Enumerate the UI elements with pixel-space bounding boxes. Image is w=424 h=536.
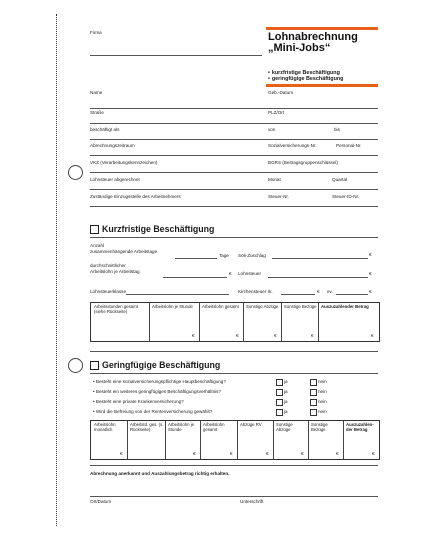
ort-datum-label: Ort/Datum (90, 499, 112, 504)
personal-nr-label: Personal-Nr. (336, 143, 362, 148)
section-geringfuegige-title: Geringfügige Beschäftigung (102, 360, 221, 370)
table-header-cell: Arbeitslohn gesamt (202, 304, 239, 309)
geb-datum-label: Geb.-Datum (268, 90, 294, 95)
table-divider (281, 303, 282, 341)
euro-symbol: € (336, 451, 339, 456)
title-line-2: „Mini-Jobs“ (268, 42, 331, 54)
euro-symbol: € (369, 271, 372, 276)
question-item: • Wird die Befreiung von der Rentenversicherung gewählt? (93, 409, 213, 414)
form-type-list (268, 70, 343, 82)
unterschrift-label: Unterschrift (240, 499, 264, 504)
question-4-ja-checkbox[interactable] (276, 409, 283, 416)
table-header-cell: Sonstige Bezüge (284, 304, 317, 309)
table-divider (199, 303, 200, 341)
vkz-line[interactable] (90, 172, 378, 173)
steuer-id-label: Steuer-ID-Nr. (332, 194, 360, 199)
section-kurzfristige-title: Kurzfristige Beschäftigung (102, 224, 215, 234)
firma-line[interactable] (90, 55, 262, 56)
euro-symbol: € (369, 289, 372, 294)
name-line[interactable] (90, 108, 378, 109)
section-divider (90, 351, 378, 352)
abrechnungszeitraum-line[interactable] (90, 155, 378, 156)
einzugsstelle-line[interactable] (90, 206, 378, 207)
euro-symbol: € (236, 333, 239, 338)
bgrs-label: BGRS (Beitragsgruppenschlüssel) (268, 160, 338, 165)
tage-label: Tage (219, 253, 229, 258)
table-divider (127, 421, 128, 459)
monat-label: Monat (268, 177, 281, 182)
question-text: Besteht eine private Krankenversicherung? (95, 399, 184, 404)
table-header-cell: Sonstige Abzüge (246, 304, 279, 309)
perforation-line (56, 14, 57, 526)
soli-label: Soli-Zuschlag (238, 253, 266, 258)
punch-hole (68, 165, 83, 180)
euro-symbol: € (120, 451, 123, 456)
euro-symbol: € (266, 451, 269, 456)
table-divider (149, 303, 150, 341)
vkz-label: VKZ (Verarbeitungskennzeichen) (90, 160, 158, 165)
question-1-nein-checkbox[interactable] (310, 379, 317, 386)
kirchensteuer-rk-line[interactable] (281, 294, 315, 295)
question-1-ja-checkbox[interactable] (276, 379, 283, 386)
form-title (268, 32, 358, 54)
euro-symbol: € (369, 252, 372, 257)
einzugsstelle-label: Zuständige Einzugsstelle des Arbeitnehmers (90, 194, 181, 199)
section-divider (90, 465, 378, 466)
lohnsteuer-label: Lohnsteuer (238, 271, 261, 276)
table-header-cell: Auszuzahlen-der Betrag (346, 422, 374, 432)
signature-line[interactable] (90, 496, 378, 497)
table-divider (200, 421, 201, 459)
nein-label: nein (318, 379, 327, 384)
lohnsteuer-abgerechnet-line[interactable] (90, 189, 378, 190)
question-4-nein-checkbox[interactable] (310, 409, 317, 416)
question-text: Besteht eine sozialversicherungspflichtige Hauptbeschäftigung? (95, 379, 226, 384)
anzahl-label-2: zusammenhängende Arbeitstage (90, 249, 158, 254)
name-label: Name (90, 90, 103, 95)
lohn-input-line[interactable] (163, 277, 227, 278)
accent-bar-bottom (266, 84, 378, 87)
question-2-ja-checkbox[interactable] (276, 389, 283, 396)
ja-label: ja (284, 399, 288, 404)
lohnsteuer-abgerechnet-label: Lohnsteuer abgerechnet (90, 177, 140, 182)
ja-label: ja (284, 389, 288, 394)
kirchensteuer-ev-line[interactable] (336, 294, 368, 295)
question-item: • Besteht ein weiteres geringfügiges Beschäftigungsverhältnis? (93, 389, 222, 394)
table-header-cell: Arbeitslohn gesamt (203, 422, 225, 432)
ev-label: ev. (327, 289, 333, 294)
lohnsteuer-input-line[interactable] (268, 277, 368, 278)
question-3-nein-checkbox[interactable] (310, 399, 317, 406)
firma-label: Firma (90, 30, 102, 35)
euro-symbol: € (274, 333, 277, 338)
euro-symbol: € (229, 271, 232, 276)
anzahl-label-1: Anzahl (90, 243, 105, 248)
nein-label: nein (318, 399, 327, 404)
question-text: Besteht ein weiteres geringfügiges Beschäftigungsverhältnis? (95, 389, 222, 394)
table-header-cell: Arbeitslohn je Stunde (152, 304, 193, 309)
table-header-cell: Arbeitslohn monatlich (94, 422, 116, 432)
plz-ort-label: PLZ/Ort (268, 110, 285, 115)
ja-label: ja (284, 379, 288, 384)
question-item: • Besteht eine sozialversicherungspflichtige Hauptbeschäftigung? (93, 379, 226, 384)
table-divider (243, 303, 244, 341)
kurzfristige-table (90, 302, 380, 342)
nein-label: nein (318, 409, 327, 414)
nein-label: nein (318, 389, 327, 394)
euro-symbol: € (317, 289, 320, 294)
beschaeftigt-line[interactable] (90, 139, 378, 140)
question-text: Wird die Befreiung von der Rentenversicherung gewählt? (95, 409, 213, 414)
geringfuegige-table (90, 420, 380, 460)
euro-symbol: € (371, 333, 374, 338)
table-header-cell: Arbeitstd. ges. (s. Rückseite) (130, 422, 164, 432)
table-divider (308, 421, 309, 459)
table-header-cell: Abzüge RV (240, 422, 262, 427)
table-divider (273, 421, 274, 459)
geringfuegige-checkbox[interactable] (90, 361, 99, 370)
title-line-1: Lohnabrechnung (268, 31, 358, 43)
punch-hole (68, 358, 83, 373)
abrechnungszeitraum-label: Abrechnungszeitraum (90, 143, 135, 148)
euro-symbol: € (372, 451, 375, 456)
bis-label: bis (334, 127, 340, 132)
tage-input-line[interactable] (175, 258, 217, 259)
soli-input-line[interactable] (272, 258, 368, 259)
euro-symbol: € (301, 451, 304, 456)
steuer-nr-label: Steuer-Nr. (268, 194, 289, 199)
euro-symbol: € (311, 333, 314, 338)
table-divider (165, 421, 166, 459)
strasse-label: Straße (90, 110, 104, 115)
lohn-label-1: durchschnittlicher (90, 263, 126, 268)
beschaeftigt-label: beschäftigt als (90, 127, 120, 132)
question-item: • Besteht eine private Krankenversicherung? (93, 399, 184, 404)
accent-bar-top (266, 27, 378, 30)
table-divider (237, 421, 238, 459)
lohnsteuerklasse-label: Lohnsteuerklasse (90, 289, 127, 294)
form-type-item: • geringfügige Beschäftigung (268, 76, 343, 82)
quartal-label: Quartal (332, 177, 348, 182)
question-3-ja-checkbox[interactable] (276, 399, 283, 406)
table-header-cell: Sonstige Bezüge (311, 422, 328, 432)
confirmation-text: Abrechnung anerkannt und Auszahlungsbetrag richtig erhalten. (90, 471, 230, 476)
table-divider (343, 421, 344, 459)
section-2-divider (90, 373, 378, 374)
table-header-cell: Auszuzahlender Betrag (321, 304, 369, 309)
table-header-cell: Sonstige Abzüge (276, 422, 293, 432)
lohnsteuerklasse-input-line[interactable] (126, 294, 229, 295)
lohn-label-2: Arbeitslohn je Arbeitstag (90, 269, 140, 274)
euro-symbol: € (192, 333, 195, 338)
table-header-cell: Arbeitsstunden gesamt (siehe Rückseite) (94, 304, 138, 314)
table-header-cell: Arbeitslohn je Stunde (168, 422, 195, 432)
strasse-line[interactable] (90, 123, 378, 124)
euro-symbol: € (230, 451, 233, 456)
section-1-divider (90, 237, 378, 238)
euro-symbol: € (193, 451, 196, 456)
kirchensteuer-label: Kirchensteuer rk. (238, 289, 273, 294)
form-type-item: • kurzfristige Beschäftigung (268, 70, 343, 76)
sv-nr-label: Sozialversicherungs-Nr. (268, 143, 317, 148)
table-divider (318, 303, 319, 341)
kurzfristige-checkbox[interactable] (90, 225, 99, 234)
question-2-nein-checkbox[interactable] (310, 389, 317, 396)
ja-label: ja (284, 409, 288, 414)
von-label: von (268, 127, 276, 132)
